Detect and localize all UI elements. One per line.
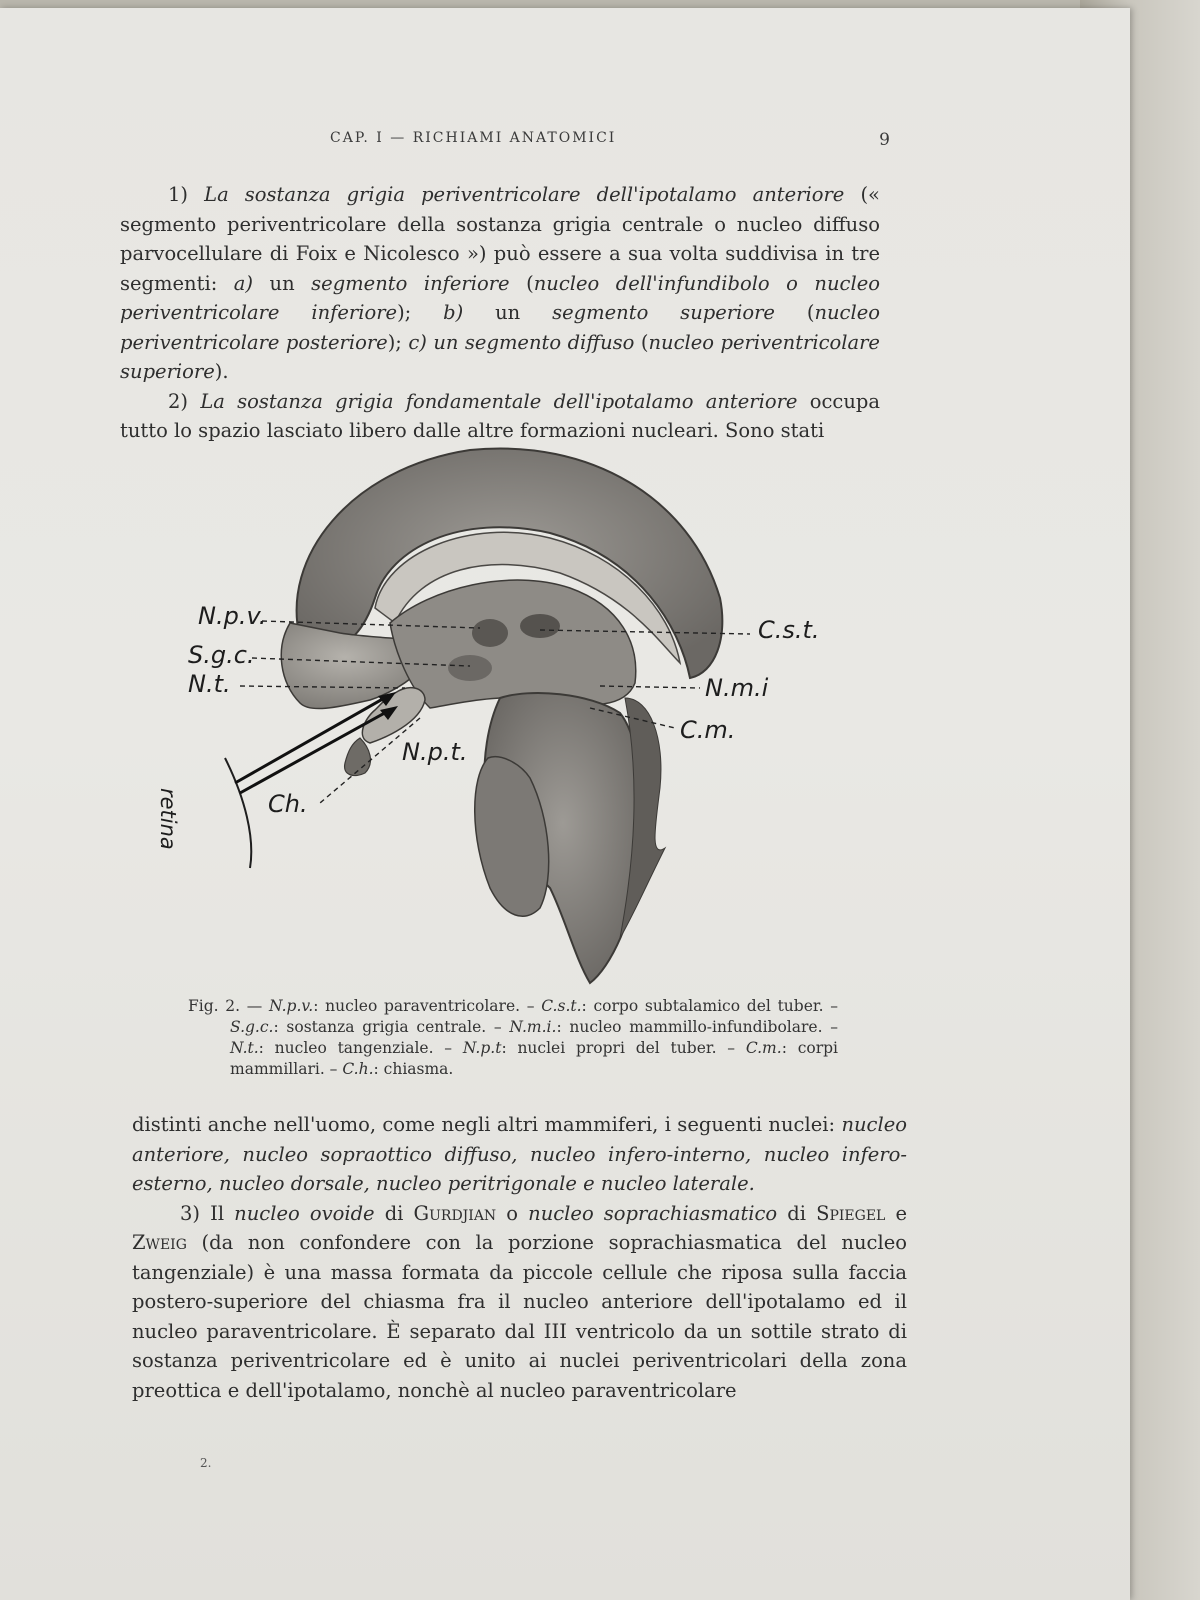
label-nmi: N.m.i: [705, 674, 769, 702]
brain-illustration: [170, 438, 870, 998]
text-block-top: [120, 180, 880, 446]
running-head: [330, 130, 890, 154]
page-number: 9: [879, 130, 890, 150]
paragraph-3: distinti anche nell'uomo, come negli altri mammiferi, i seguenti nuclei: nucleo anteriore, nucleo sopraottico diffuso, nucleo infero-interno, nucleo infero-esterno, nucleo dorsale, nucleo peritrigonale e nucleo laterale.: [132, 1113, 907, 1195]
paragraph-1: 1) La sostanza grigia periventricolare dell'ipotalamo anteriore (« segmento periventricolare della sostanza grigia centrale o nucleo diffuso parvocellulare di Foix e Nicolesco ») può essere a sua volta suddivisa in tre segmenti: a) un segmento inferiore (nucleo dell'infundibolo o nucleo periventricolare inferiore); b) un segmento superiore (nucleo periventricolare posteriore); c) un segmento diffuso (nucleo periventricolare superiore).: [120, 183, 880, 383]
label-cm: C.m.: [680, 716, 736, 744]
figure-caption: Fig. 2. — N.p.v.: nucleo paraventricolare. – C.s.t.: corpo subtalamico del tuber. – S.g.c.: sostanza grigia centrale. – N.m.i.: nucleo mammillo-infundibolare. – N.t.: nucleo tangenziale. – N.p.t: nuclei propri del tuber. – C.m.: corpi mammillari. – C.h.: chiasma.: [188, 997, 839, 1078]
brain-figure: [156, 438, 870, 998]
label-npt: N.p.t.: [402, 738, 468, 766]
label-npv: N.p.v.: [198, 602, 267, 630]
paragraph-4: 3) Il nucleo ovoide di Gurdjian o nucleo soprachiasmatico di Spiegel e Zweig (da non confondere con la porzione soprachiasmatica del nucleo tangenziale) è una massa formata da piccole cellule che riposa sulla faccia postero-superiore del chiasma fra il nucleo anteriore dell'ipotalamo ed il nucleo paraventricolare. È separato dal III ventricolo da un sottile strato di sostanza periventricolare ed è unito ai nuclei periventricolari della zona preottica e dell'ipotalamo, nonchè al nucleo paraventricolare: [132, 1201, 908, 1402]
paragraph-2: 2) La sostanza grigia fondamentale dell'ipotalamo anteriore occupa tutto lo spazio lasciato libero dalle altre formazioni nucleari. Sono stati: [120, 389, 880, 442]
chapter-title: CAP. I — RICHIAMI ANATOMICI: [330, 130, 617, 146]
pituitary-shape: [345, 738, 371, 776]
label-sgc: S.g.c.: [188, 641, 255, 669]
signature-mark: 2.: [200, 1456, 212, 1470]
label-nt: N.t.: [188, 670, 231, 698]
label-ch: Ch.: [268, 790, 308, 818]
diencephalon-shape: [390, 580, 636, 708]
book-page: [0, 8, 1130, 1600]
label-cst: C.s.t.: [758, 616, 820, 644]
text-block-bottom: [132, 1110, 907, 1405]
label-retina: retina: [156, 788, 180, 850]
